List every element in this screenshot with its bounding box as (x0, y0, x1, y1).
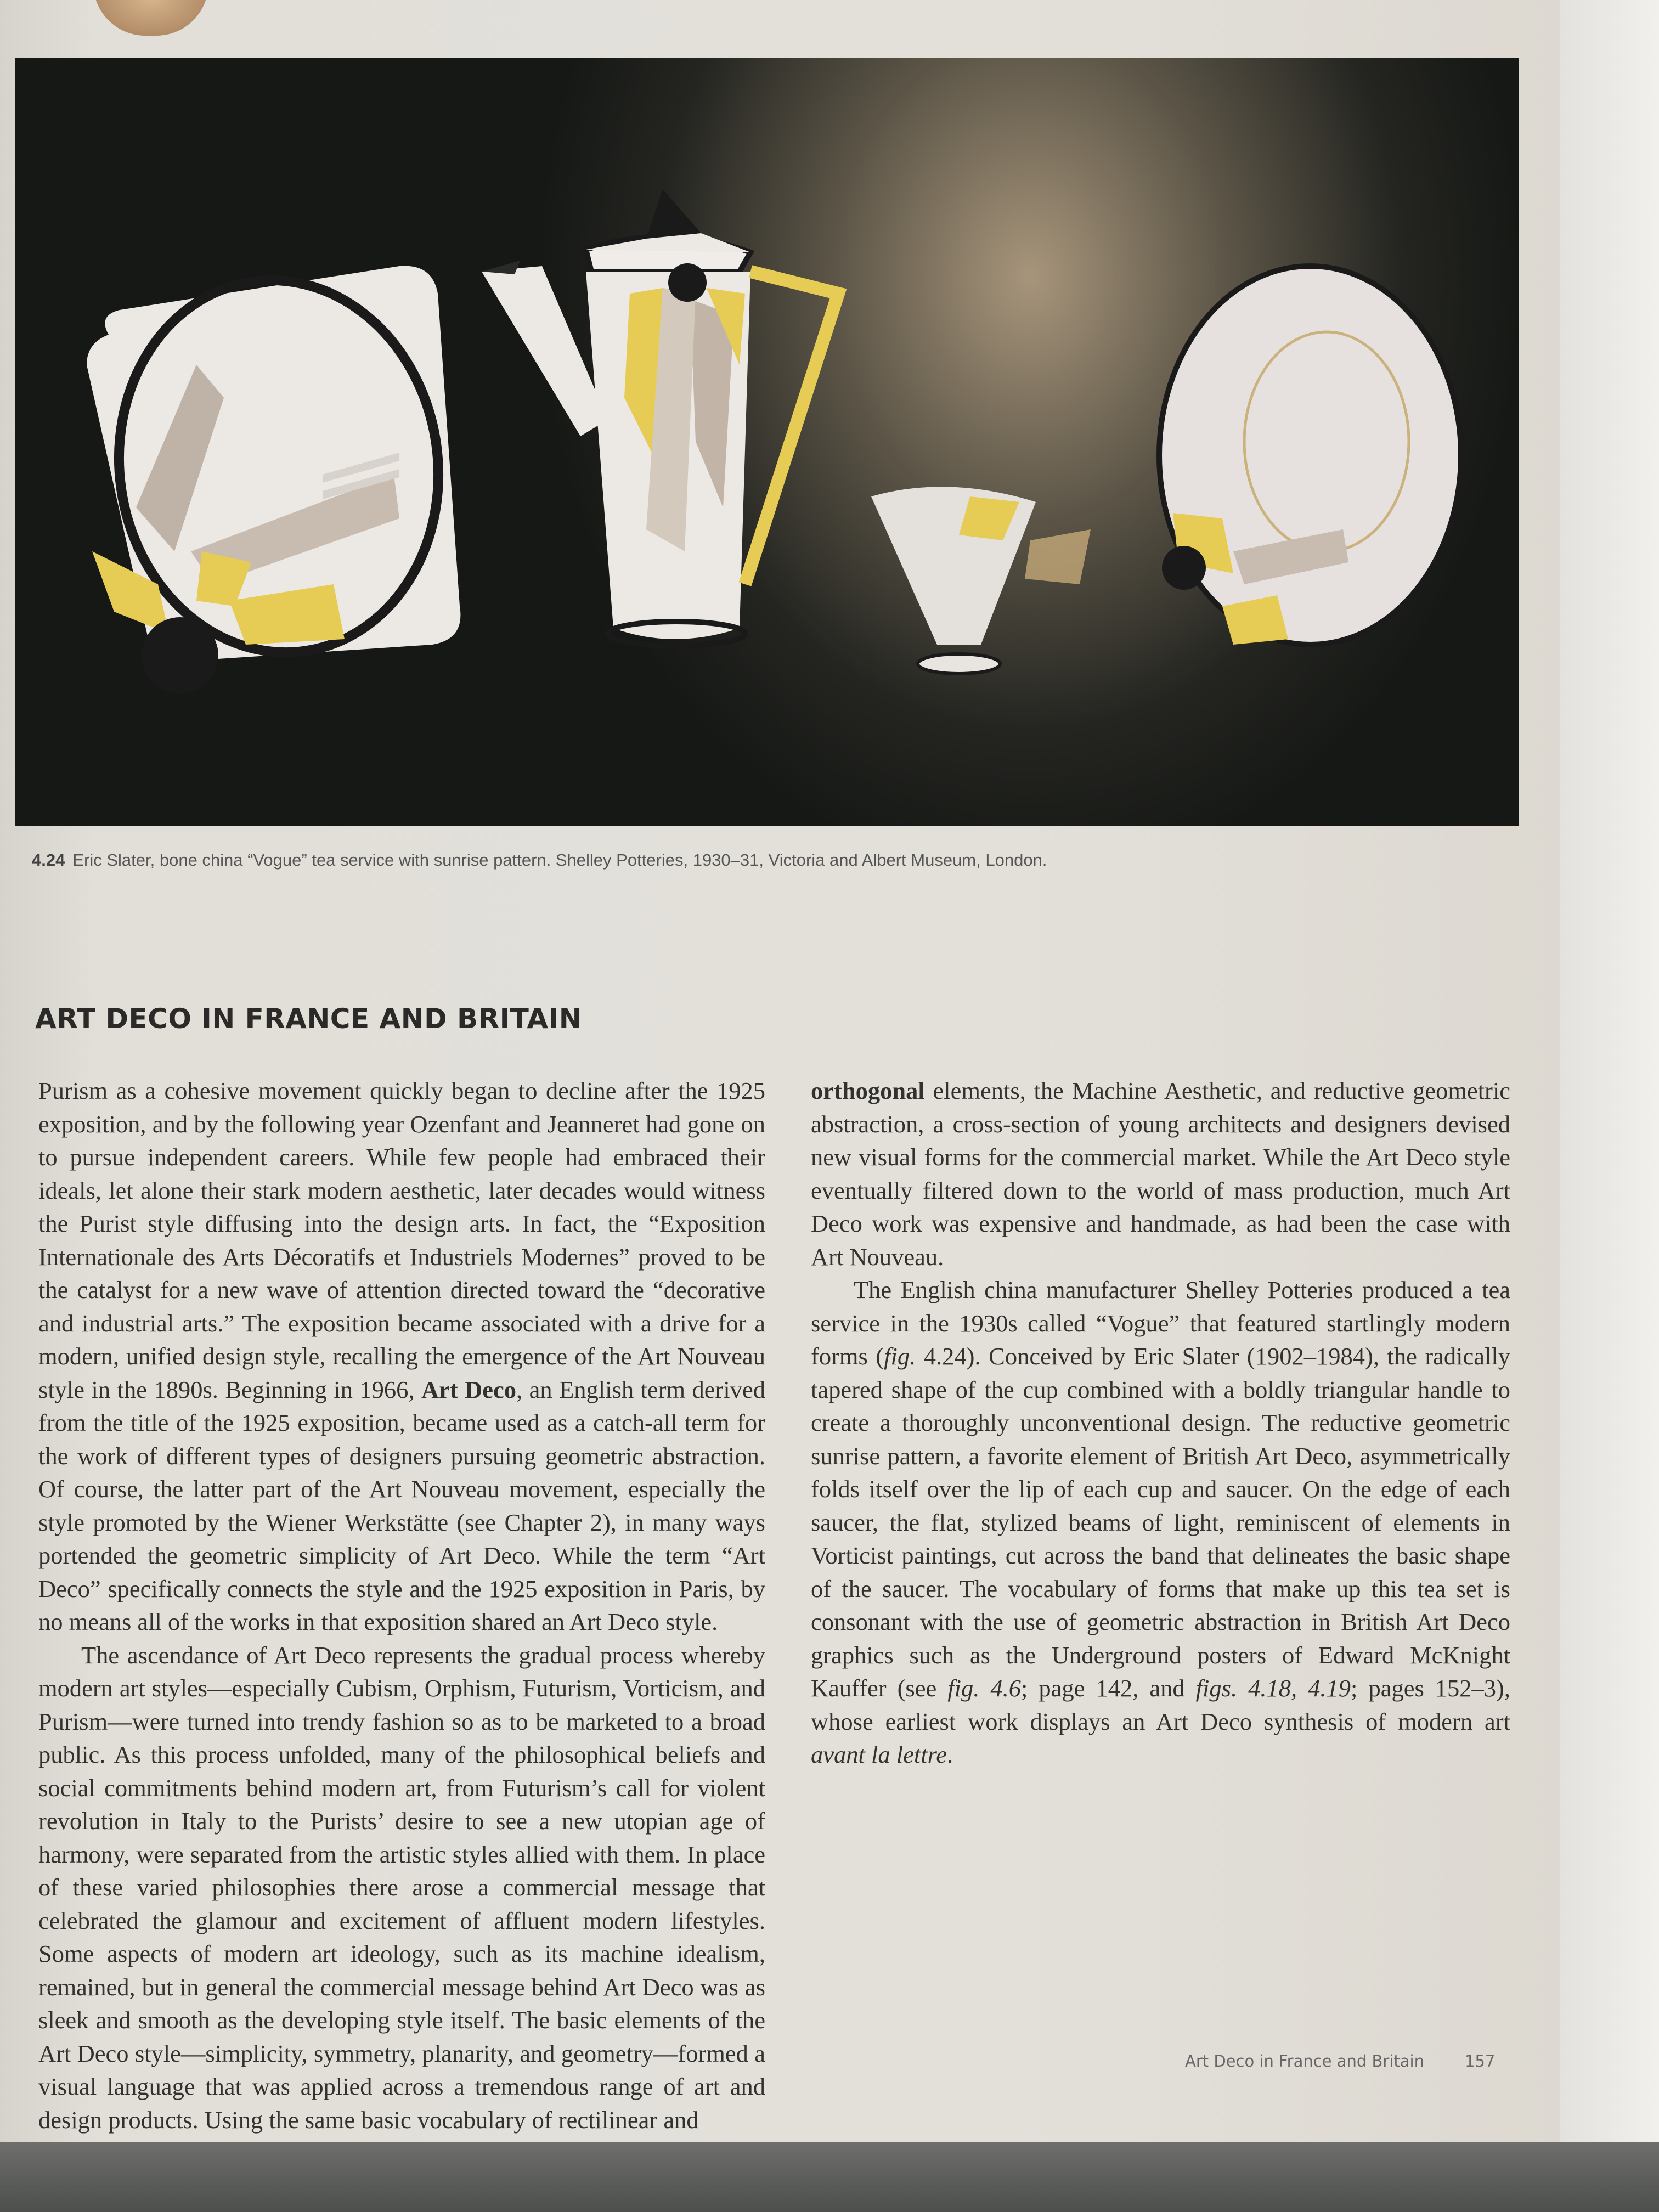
section-heading: ART DECO IN FRANCE AND BRITAIN (35, 1003, 583, 1035)
paragraph-text: ; pages 152–3), whose earliest work displays an Art Deco synthesis of modern art (811, 1674, 1510, 1735)
figure-reference: fig. 4.6 (947, 1674, 1022, 1702)
text-column-right (811, 1074, 1510, 1771)
tea-service-illustration (15, 58, 1519, 826)
figure-reference: figs. 4.18, 4.19 (1195, 1674, 1351, 1702)
paragraph-text: The English china manufacturer Shelley Potteries produced a tea service in the 1930s called “Vogue” that featured startlingly modern forms ( (811, 1276, 1510, 1370)
paragraph-2-continued (811, 1074, 1510, 1273)
paragraph-text: elements, the Machine Aesthetic, and reductive geometric abstraction, a cross-section of young architects and designers devised new visual forms for the commercial market. While the Art Deco style eventually filtered down to the world of mass production, much Art Deco work was expensive and handmade, as had been the case with Art Nouveau. (811, 1077, 1510, 1271)
paragraph-2 (38, 1639, 765, 2137)
figure-reference: fig. (884, 1342, 916, 1370)
paragraph-text: , an English term derived from the title of the 1925 exposition, became used as a catch-all term for the work of different types of designers pursuing geometric abstraction. Of course, the latter part of the Art Nouveau movement, especially the style promoted by the Wiener Werkstätte (see Chapter 2), in many ways portended the geometric simplicity of Art Deco. While the term “Art Deco” specifically connects the style and the 1925 exposition in Paris, by no means all of the works in that exposition shared an Art Deco style. (38, 1375, 765, 1635)
coffee-pot (482, 189, 838, 646)
figure-caption-text: Eric Slater, bone china “Vogue” tea service with sunrise pattern. Shelley Potteries, 1930–31, Victoria and Albert Museum, London. (72, 850, 1047, 870)
foreign-phrase: avant la lettre (811, 1741, 947, 1768)
key-term-art-deco: Art Deco (421, 1375, 517, 1403)
figure-photo (15, 58, 1519, 826)
plate (87, 259, 462, 694)
key-term-orthogonal: orthogonal (811, 1077, 925, 1104)
paragraph-text: 4.24). Conceived by Eric Slater (1902–1984), the radically tapered shape of the cup combined with a boldly triangular handle to create a thoroughly unconventional design. The reductive geometric sunrise pattern, a favorite element of British Art Deco, asymmetrically folds itself over the lip of each cup and saucer. On the edge of each saucer, the flat, stylized beams of light, reminiscent of elements in Vorticist paintings, cut across the band that delineates the basic shape of the saucer. The vocabulary of forms that make up this tea set is consonant with the use of geometric abstraction in British Art Deco graphics such as the Underground posters of Edward McKnight Kauffer (see (811, 1342, 1511, 1702)
paragraph-text: Purism as a cohesive movement quickly began to decline after the 1925 exposition, and by the following year Ozenfant and Jeanneret had gone on to pursue independent careers. While few people had embraced their ideals, let alone their stark modern aesthetic, later decades would witness the Purist style diffusing into the design arts. In fact, the “Exposition Internationale des Arts Décoratifs et Industriels Modernes” proved to be the catalyst for a new wave of attention directed toward the “decorative and industrial arts.” The exposition became associated with a drive for a modern, unified design style, recalling the emergence of the Art Nouveau style in the 1890s. Beginning in 1966, (38, 1077, 765, 1403)
paragraph-text: The ascendance of Art Deco represents the gradual process whereby modern art styles—especially Cubism, Orphism, Futurism, Vorticism, and Purism—were turned into trendy fashion so as to be marketed to a broad public. As this process unfolded, many of the philosophical beliefs and social commitments behind modern art, from Futurism’s call for violent revolution in Italy to the Purists’ desire to see a new utopian age of harmony, were separated from the artistic styles allied with them. In place of these varied philosophies there arose a commercial message that celebrated the glamour and excitement of affluent modern lifestyles. Some aspects of modern art ideology, such as its machine idealism, remained, but in general the commercial message behind Art Deco was as sleek and smooth as the developing style itself. The basic elements of the Art Deco style—simplicity, symmetry, planarity, and geometry—formed a visual language that was applied across a tremendous range of art and design products. Using the same basic vocabulary of rectilinear and (38, 1641, 765, 2134)
table-surface (0, 2142, 1659, 2212)
running-title: Art Deco in France and Britain (1185, 2052, 1424, 2070)
text-column-left (38, 1074, 765, 2136)
paragraph-text: ; page 142, and (1021, 1674, 1196, 1702)
saucer (1159, 266, 1461, 645)
cup (871, 487, 1091, 674)
paragraph-text: . (947, 1741, 953, 1768)
page-number: 157 (1464, 2052, 1496, 2070)
paragraph-3 (811, 1273, 1510, 1771)
figure-caption (32, 850, 1513, 870)
background-surface (1560, 0, 1659, 2142)
figure-number: 4.24 (32, 850, 65, 870)
paragraph-1 (38, 1074, 765, 1639)
page-footer (1185, 2052, 1495, 2070)
